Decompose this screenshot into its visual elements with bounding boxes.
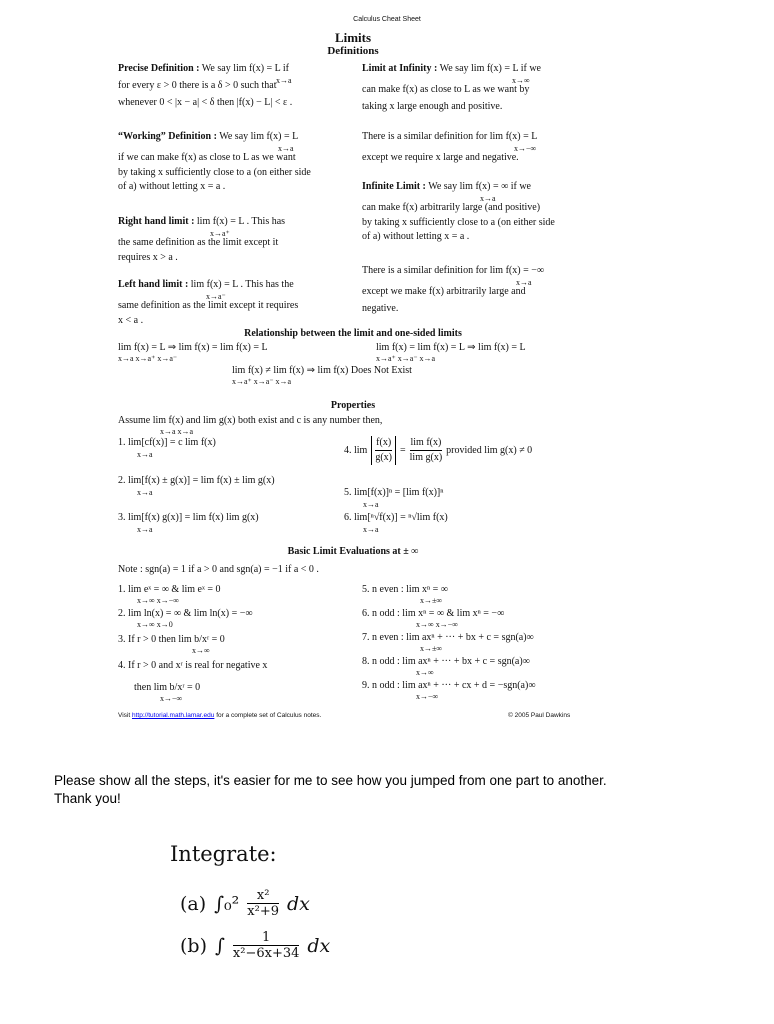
basic-6: 6. n odd : lim xⁿ = ∞ & lim xⁿ = −∞ <box>362 608 505 619</box>
working-l4: of a) without letting x = a . <box>118 181 226 192</box>
property-4-lim: 4. lim <box>344 444 368 456</box>
basic-7: 7. n even : lim axⁿ + ··· + bx + c = sgn(a)∞ <box>362 632 534 643</box>
property-1-sub: x→a <box>137 450 153 459</box>
infl-sub: x→a <box>480 194 496 203</box>
sim2-l1: There is a similar definition for lim f(x) = −∞ <box>362 265 544 276</box>
relationship-eq3-sub: x→a⁺ x→a⁻ x→a <box>232 377 292 386</box>
integral-a-denominator: x²+9 <box>247 904 280 919</box>
footer-visit-word: Visit <box>118 712 131 719</box>
integral-b-dx: dx <box>307 934 331 957</box>
inf-sub: x→∞ <box>512 76 530 85</box>
right-head: Right hand limit : <box>118 216 195 227</box>
integral-b-numerator: 1 <box>233 930 299 946</box>
property-4 <box>344 436 532 465</box>
precise-l1: We say lim f(x) = L if <box>201 63 290 74</box>
integral-b-label: (b) <box>180 934 207 957</box>
basic-3: 3. If r > 0 then lim b/xʳ = 0 <box>118 634 225 645</box>
left-hand-limit <box>118 276 358 328</box>
property-4-equals: = <box>400 444 406 456</box>
lefth-l3: x < a . <box>118 315 144 326</box>
basic-4b: then lim b/xʳ = 0 <box>134 682 201 693</box>
property-4-fraction-2 <box>410 436 443 465</box>
inf-l2: can make f(x) as close to L as we want by <box>362 84 530 95</box>
footer-rest: for a complete set of Calculus notes. <box>216 712 322 719</box>
question-text <box>54 772 754 808</box>
working-sub: x→a <box>278 144 294 153</box>
basic-2-sub: x→∞ x→0 <box>137 620 173 629</box>
property-4-denominator-2: lim g(x) <box>409 452 443 463</box>
integral-b-sign: ∫ <box>215 934 225 957</box>
basic-4b-sub: x→−∞ <box>160 694 183 703</box>
infl-l2: can make f(x) arbitrarily large (and positive) <box>362 202 541 213</box>
properties-assume-sub: x→a x→a <box>160 427 194 436</box>
basic-8: 8. n odd : lim axⁿ + ··· + bx + c = sgn(a)∞ <box>362 656 530 667</box>
infl-l1: We say lim f(x) = ∞ if we <box>428 181 531 192</box>
working-l3: by taking x sufficiently close to a (on either side <box>118 167 311 178</box>
sim2-sub: x→a <box>516 278 532 287</box>
property-2-sub: x→a <box>137 488 153 497</box>
integral-b <box>180 930 330 961</box>
property-4-numerator: f(x) <box>375 436 392 451</box>
page-title: Limits <box>334 30 372 45</box>
property-4-numerator-2: lim f(x) <box>410 436 443 451</box>
footer-link[interactable]: http://tutorial.math.lamar.edu <box>131 712 215 719</box>
sim2-l3: negative. <box>362 303 399 314</box>
basic-8-sub: x→∞ <box>416 668 434 677</box>
sheet-header: Calculus Cheat Sheet <box>353 16 421 23</box>
footer-visit <box>118 712 321 719</box>
question-line-2: Thank you! <box>54 791 121 806</box>
similar-definition-2 <box>362 262 602 317</box>
properties-heading: Properties <box>330 400 376 411</box>
precise-l3: whenever 0 < |x − a| < δ then |f(x) − L| < ε . <box>118 97 293 108</box>
properties-assume: Assume lim f(x) and lim g(x) both exist and c is any number then, <box>118 415 383 426</box>
working-l1: We say lim f(x) = L <box>219 131 299 142</box>
inf-head: Limit at Infinity : <box>362 63 438 74</box>
limit-at-infinity <box>362 60 602 115</box>
relationship-eq1-sub: x→a x→a⁺ x→a⁻ <box>118 354 178 363</box>
relationship-eq1: lim f(x) = L ⇒ lim f(x) = lim f(x) = L <box>118 342 268 353</box>
lefth-l2: same definition as the limit except it requires <box>118 300 299 311</box>
basic-5-sub: x→±∞ <box>420 596 443 605</box>
property-4-fraction <box>371 436 396 465</box>
basic-heading: Basic Limit Evaluations at ± ∞ <box>287 546 419 557</box>
property-6: 6. lim[ⁿ√f(x)] = ⁿ√lim f(x) <box>344 512 448 523</box>
precise-sub: x→a <box>276 76 292 85</box>
working-l2: if we can make f(x) as close to L as we want <box>118 152 296 163</box>
integral-a-numerator: x² <box>247 888 279 904</box>
right-hand-limit <box>118 213 358 265</box>
right-l1: lim f(x) = L . This has <box>196 216 286 227</box>
lefth-l1: lim f(x) = L . This has the <box>190 279 294 290</box>
basic-7-sub: x→±∞ <box>420 644 443 653</box>
infl-l3: by taking x sufficiently close to a (on either side <box>362 217 555 228</box>
property-5-sub: x→a <box>363 500 379 509</box>
integral-a <box>180 888 310 919</box>
property-6-sub: x→a <box>363 525 379 534</box>
basic-5: 5. n even : lim xⁿ = ∞ <box>362 584 448 595</box>
property-4-denominator: g(x) <box>375 452 393 463</box>
property-1: 1. lim[cf(x)] = c lim f(x) <box>118 437 216 448</box>
basic-3-sub: x→∞ <box>192 646 210 655</box>
question-line-1: Please show all the steps, it's easier for me to see how you jumped from one part to another. <box>54 773 607 788</box>
sim2-l2: except we make f(x) arbitrarily large and <box>362 286 526 297</box>
property-2: 2. lim[f(x) ± g(x)] = lim f(x) ± lim g(x) <box>118 475 275 486</box>
right-sub: x→a⁺ <box>210 229 230 238</box>
property-3-sub: x→a <box>137 525 153 534</box>
integral-a-sign: ∫₀² <box>214 892 240 915</box>
right-l3: requires x > a . <box>118 252 178 263</box>
integrate-heading: Integrate: <box>170 842 277 866</box>
working-definition <box>118 128 358 194</box>
property-3: 3. lim[f(x) g(x)] = lim f(x) lim g(x) <box>118 512 259 523</box>
sim1-l1: There is a similar definition for lim f(x) = L <box>362 131 538 142</box>
relationship-eq2-sub: x→a⁺ x→a⁻ x→a <box>376 354 436 363</box>
basic-6-sub: x→∞ x→−∞ <box>416 620 458 629</box>
basic-note: Note : sgn(a) = 1 if a > 0 and sgn(a) = −1 if a < 0 . <box>118 564 319 575</box>
basic-2: 2. lim ln(x) = ∞ & lim ln(x) = −∞ <box>118 608 253 619</box>
precise-l2: for every ε > 0 there is a δ > 0 such that <box>118 80 277 91</box>
basic-9-sub: x→−∞ <box>416 692 439 701</box>
lefth-sub: x→a⁻ <box>206 292 226 301</box>
inf-l3: taking x large enough and positive. <box>362 101 503 112</box>
working-head: “Working” Definition : <box>118 131 217 142</box>
similar-definition-1 <box>362 128 602 166</box>
inf-l1: We say lim f(x) = L if we <box>439 63 541 74</box>
infinite-limit <box>362 178 602 244</box>
right-l2: the same definition as the limit except it <box>118 237 279 248</box>
integral-a-dx: dx <box>287 892 310 915</box>
relationship-heading: Relationship between the limit and one-sided limits <box>244 328 462 339</box>
precise-definition <box>118 60 358 111</box>
sim1-sub: x→−∞ <box>514 144 537 153</box>
relationship-eq2: lim f(x) = lim f(x) = L ⇒ lim f(x) = L <box>376 342 526 353</box>
integral-b-denominator: x²−6x+34 <box>232 946 300 961</box>
infl-l4: of a) without letting x = a . <box>362 231 470 242</box>
infl-head: Infinite Limit : <box>362 181 426 192</box>
integral-a-fraction <box>247 888 279 919</box>
sim1-l2: except we require x large and negative. <box>362 152 519 163</box>
basic-9: 9. n odd : lim axⁿ + ··· + cx + d = −sgn(a)∞ <box>362 680 536 691</box>
basic-1-sub: x→∞ x→−∞ <box>137 596 179 605</box>
relationship-eq3: lim f(x) ≠ lim f(x) ⇒ lim f(x) Does Not Exist <box>232 365 412 376</box>
property-5: 5. lim[f(x)]ⁿ = [lim f(x)]ⁿ <box>344 487 444 498</box>
definitions-heading: Definitions <box>327 45 379 57</box>
property-4-tail: provided lim g(x) ≠ 0 <box>446 444 533 456</box>
lefth-head: Left hand limit : <box>118 279 189 290</box>
basic-4: 4. If r > 0 and xʳ is real for negative x <box>118 660 268 671</box>
footer-copyright: © 2005 Paul Dawkins <box>508 712 571 719</box>
integral-b-fraction <box>233 930 299 961</box>
basic-1: 1. lim eˣ = ∞ & lim eˣ = 0 <box>118 584 221 595</box>
precise-head: Precise Definition : <box>118 63 200 74</box>
integral-a-label: (a) <box>180 892 207 915</box>
